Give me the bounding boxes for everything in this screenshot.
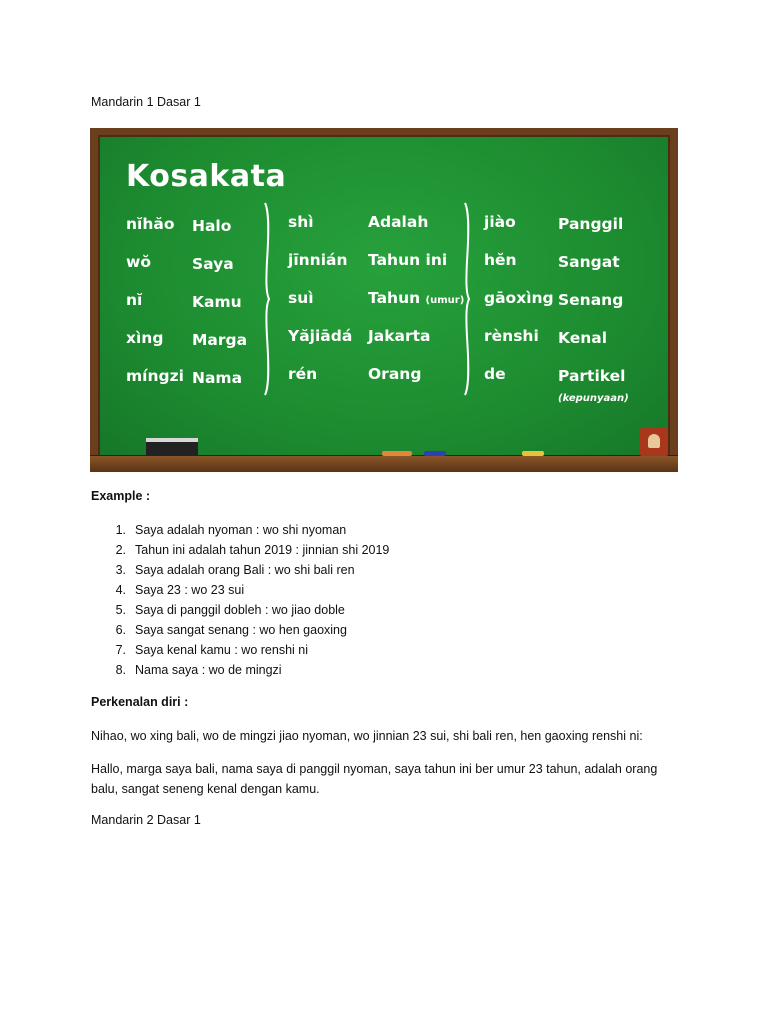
list-text: Saya 23 : wo 23 sui [135, 583, 245, 597]
list-item [91, 580, 389, 600]
list-item [91, 620, 389, 640]
vocab-pinyin: shì [288, 213, 314, 231]
list-number: 6. [115, 623, 126, 637]
vocab-note: (kepunyaan) [558, 393, 629, 404]
chalk-blue [424, 451, 446, 456]
chalk-ledge [90, 455, 678, 472]
bracket-divider-right [464, 201, 470, 397]
list-item [91, 520, 389, 540]
list-number: 5. [115, 603, 126, 617]
list-item [91, 640, 389, 660]
document-heading-bottom: Mandarin 2 Dasar 1 [91, 813, 201, 827]
vocab-meaning: Marga [192, 331, 248, 349]
vocab-meaning [368, 289, 464, 307]
list-number: 4. [115, 583, 126, 597]
vocab-meaning: Sangat [558, 253, 620, 271]
vocab-pinyin: de [484, 365, 506, 383]
vocab-pinyin: hĕn [484, 251, 517, 269]
list-text: Tahun ini adalah tahun 2019 : jinnian shi 2019 [135, 543, 390, 557]
list-number: 1. [115, 523, 126, 537]
vocab-meaning: Halo [192, 217, 232, 235]
chalkboard-image [90, 128, 678, 472]
vocab-meaning: Orang [368, 365, 422, 383]
vocab-pinyin: nĭ [126, 291, 143, 309]
list-text: Saya kenal kamu : wo renshi ni [135, 643, 309, 657]
list-number: 2. [115, 543, 126, 557]
list-item [91, 560, 389, 580]
bracket-divider-left [264, 201, 270, 397]
vocab-meaning-text: Tahun [368, 289, 421, 307]
board-title: Kosakata [126, 159, 287, 194]
vocab-pinyin: míngzi [126, 367, 184, 385]
vocab-meaning: Partikel [558, 367, 626, 385]
list-number: 3. [115, 563, 126, 577]
vocab-meaning: Kamu [192, 293, 242, 311]
intro-label: Perkenalan diri : [91, 695, 189, 709]
vocab-pinyin: xìng [126, 329, 164, 347]
vocab-meaning: Adalah [368, 213, 429, 231]
vocab-meaning: Tahun ini [368, 251, 448, 269]
vocab-meaning: Nama [192, 369, 243, 387]
vocab-pinyin: rènshi [484, 327, 539, 345]
vocab-pinyin: nĭhăo [126, 215, 175, 233]
vocab-pinyin: jīnnián [288, 251, 348, 269]
eraser [146, 438, 198, 456]
vocab-meaning: Saya [192, 255, 234, 273]
chalk-orange [382, 451, 412, 456]
vocab-pinyin: rén [288, 365, 318, 383]
vocab-meaning: Kenal [558, 329, 608, 347]
vocab-note: (umur) [425, 295, 465, 306]
example-label: Example : [91, 489, 151, 503]
document-heading-top: Mandarin 1 Dasar 1 [91, 95, 201, 109]
vocab-pinyin: jiào [484, 213, 516, 231]
list-text: Saya di panggil dobleh : wo jiao doble [135, 603, 345, 617]
vocab-pinyin: Yăjiādá [288, 327, 353, 345]
list-text: Nama saya : wo de mingzi [135, 663, 282, 677]
list-text: Saya adalah orang Bali : wo shi bali ren [135, 563, 355, 577]
vocab-pinyin: wŏ [126, 253, 151, 271]
vocab-meaning: Senang [558, 291, 624, 309]
vocab-pinyin: suì [288, 289, 314, 307]
list-text: Saya adalah nyoman : wo shi nyoman [135, 523, 347, 537]
chalk-yellow [522, 451, 544, 456]
list-item [91, 540, 389, 560]
list-text: Saya sangat senang : wo hen gaoxing [135, 623, 347, 637]
list-item [91, 660, 389, 680]
list-item [91, 600, 389, 620]
example-list [91, 520, 389, 680]
channel-logo-icon [640, 428, 668, 456]
list-number: 8. [115, 663, 126, 677]
vocab-meaning: Jakarta [368, 327, 431, 345]
intro-paragraph-mandarin: Nihao, wo xing bali, wo de mingzi jiao nyoman, wo jinnian 23 sui, shi bali ren, hen gaoxing renshi ni: [91, 729, 643, 743]
list-number: 7. [115, 643, 126, 657]
vocab-pinyin: gāoxìng [484, 289, 554, 307]
vocab-meaning: Panggil [558, 215, 624, 233]
chalkboard-surface [98, 135, 670, 458]
intro-paragraph-indonesian: Hallo, marga saya bali, nama saya di panggil nyoman, saya tahun ini ber umur 23 tahun, adalah orang balu, sangat seneng kenal dengan kamu. [91, 762, 658, 796]
